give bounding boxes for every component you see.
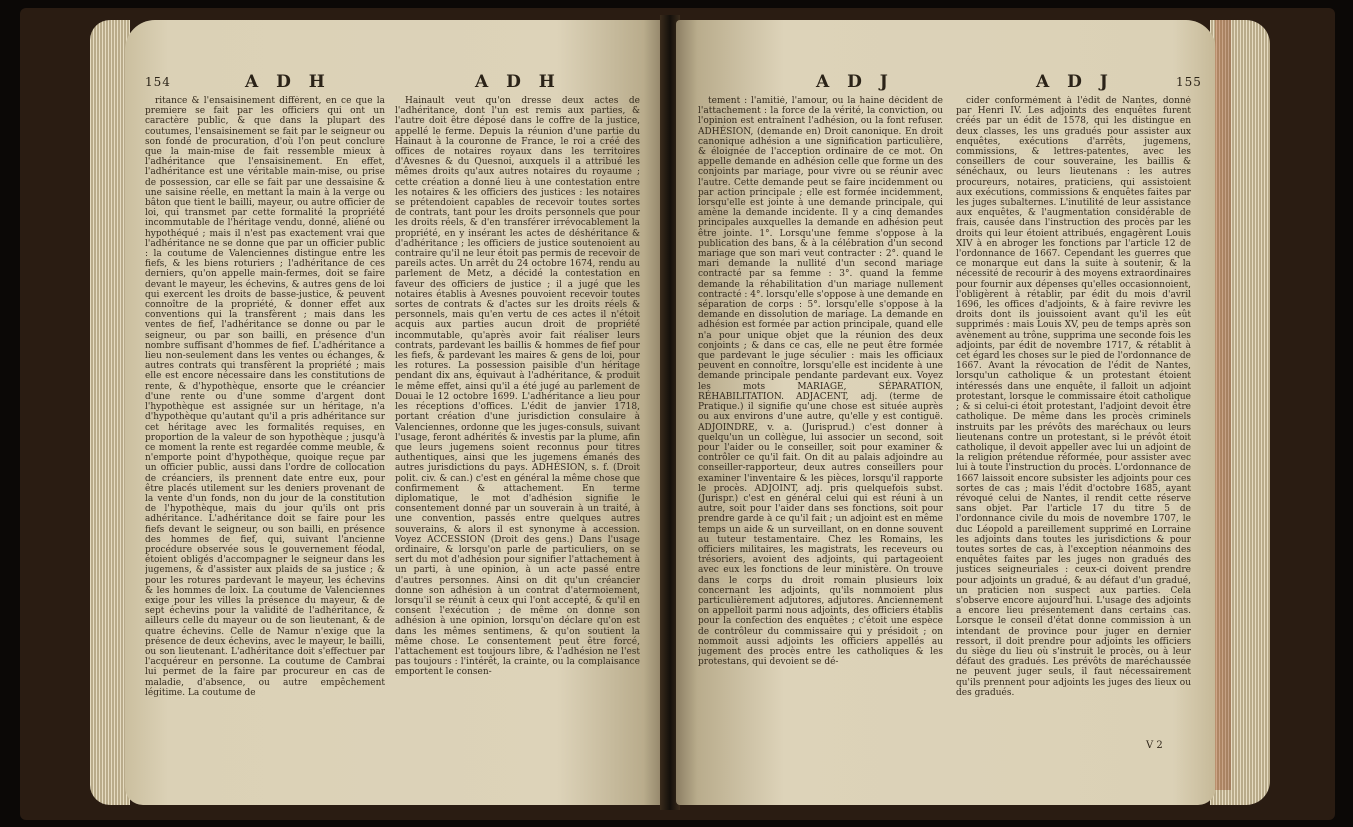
text-column-1 — [698, 96, 943, 736]
page-number: 154 — [145, 75, 171, 89]
column-text: ritance & l'ensaisinement différent, en ce que la premiere se fait par les officiers qui ont un caractère public, & que dans la plupart des coutumes, l'ensaisinement se fait par le seigneur ou son fondé de procuration, d'où l'on peut conclure que la main-mise de fait ressemble mieux à l'adhéritance que l'ensaisinement. En effet, l'adhéritance est une véritable main-mise, ou prise de possession, car elle se fait par une dessaisine & une saisine réelle, en mettant la main à la verge ou bâton que tient le bailli, mayeur, ou autre officier de loi, qui transmet par cette formalité la propriété incommutable de l'héritage vendu, donné, aliéné ou hypothéqué ; mais il n'est pas exactement vrai que l'adhéritance ne se donne que par un officier public : la coutume de Valenciennes distingue entre les fiefs, & les biens roturiers ; l'adhéritance de ces derniers, qu'on appelle main-fermes, doit se faire devant le mayeur, les échevins, & autres gens de loi qui exercent les droits de basse-justice, & peuvent connoître de la propriété, & donner effet aux conventions qui la transfèrent ; mais dans les ventes de fief, l'adhéritance se donne ou par le seigneur, ou par son bailli, en présence d'un nombre suffisant d'hommes de fief. L'adhéritance a lieu non-seulement dans les ventes ou échanges, & autres contrats qui transfèrent la propriété ; mais elle est encore nécessaire dans les constitutions de rente, & d'hypothèque, ensorte que le créancier d'une rente ou d'une somme d'argent dont l'hypothèque est assignée sur un héritage, n'a d'hypothèque qu'autant qu'il a pris adhéritance sur cet héritage avec les formalités requises, en proportion de la valeur de son hypothèque ; jusqu'à ce moment la rente est regardée comme meuble, & n'emporte point d'hypothèque, quoique reçue par un officier public, aussi dans l'ordre de collocation de créanciers, ils prennent date entre eux, pour être placés utilement sur les deniers provenant de la vente d'un fonds, non du jour de la constitution de l'hypothèque, mais du jour qu'ils ont pris adhéritance. L'adhéritance doit se faire pour les fiefs devant le seigneur, ou son bailli, en présence des hommes de fief, qui, suivant l'ancienne procédure observée sous le gouvernement féodal, étoient obligés d'accompagner le seigneur dans les jugemens, & d'assister aux plaids de sa justice ; & pour les rotures pardevant le mayeur, les échevins & les hommes de loix. La coutume de Valenciennes exige pour les villes la présence du mayeur, & de sept échevins pour la validité de l'adhéritance, & ailleurs celle du mayeur ou de son lieutenant, & de quatre échevins. Celle de Namur n'exige que la présence de deux échevins, avec le mayeur, le bailli, ou son lieutenant. L'adhéritance doit s'effectuer par l'acquéreur en personne. La coutume de Cambrai lui permet de la faire par procureur en cas de maladie, d'absence, ou autre empêchement légitime. La coutume de — [145, 96, 385, 698]
page-header: A D H — [245, 72, 331, 92]
page-edges-left — [90, 20, 130, 805]
page-header: A D J — [816, 72, 894, 92]
text-column-1 — [145, 96, 385, 736]
page-header-right: A D H — [475, 72, 561, 92]
column-text: cider conformément à l'édit de Nantes, donné par Henri IV. Les adjoints des enquêtes furent créés par un édit de 1578, qui les distingue en deux classes, les uns gradués pour assister aux enquêtes, exécutions d'arrêts, jugemens, commissions, & lettres-patentes, avec les conseillers de cour souveraine, les baillis & sénéchaux, ou leurs lieutenans : les autres procureurs, notaires, praticiens, qui assistoient aux exécutions, commissions & enquêtes faites par les juges subalternes. L'inutilité de leur assistance aux enquêtes, & l'augmentation considérable de frais, causée dans l'instruction des procès par les droits qui leur étoient attribués, engagèrent Louis XIV à en abroger les fonctions par l'article 12 de l'ordonnance de 1667. Cependant les guerres que ce monarque eut dans la suite à soutenir, & la nécessité de recourir à des moyens extraordinaires pour fournir aux dépenses qu'elles occasionnoient, l'obligèrent à rétablir, par édit du mois d'avril 1696, les offices d'adjoints, & à faire revivre les droits dont ils jouissoient avant qu'il les eût supprimés : mais Louis XV, peu de temps après son avènement au trône, supprima une seconde fois les adjoints, par édit de novembre 1717, & rétablit à cet égard les choses sur le pied de l'ordonnance de 1667. Avant la révocation de l'édit de Nantes, lorsqu'un catholique & un protestant étoient intéressés dans une enquête, il falloit un adjoint protestant, lorsque le commissaire étoit catholique ; & si celui-ci étoit protestant, l'adjoint devoit être catholique. De même dans les procès criminels instruits par les prévôts des maréchaux ou leurs lieutenans contre un protestant, si le prévôt étoit catholique, il devoit appeller avec lui un adjoint de la religion prétendue réformée, pour assister avec lui à toute l'instruction du procès. L'ordonnance de 1667 laissoit encore subsister les adjoints pour ces sortes de cas ; mais l'édit d'octobre 1685, ayant révoqué celui de Nantes, il rendit cette réserve sans objet. Par l'article 17 du titre 5 de l'ordonnance civile du mois de novembre 1707, le duc Léopold a pareillement supprimé en Lorraine les adjoints dans toutes les jurisdictions & pour toutes sortes de cas, à l'exception néanmoins des enquêtes faites par les juges non gradués des justices seigneuriales : ceux-ci doivent prendre pour adjoints un gradué, & au défaut d'un gradué, un praticien non suspect aux parties. Cela s'observe encore aujourd'hui. L'usage des adjoints a encore lieu présentement dans certains cas. Lorsque le conseil d'état donne commission à un intendant de province pour juger en dernier ressort, il doit prendre pour adjoints les officiers du siège du lieu où s'instruit le procès, ou à leur défaut des gradués. Les prévôts de maréchaussée ne peuvent juger seuls, il faut nécessairement qu'ils prennent pour adjoints les juges des lieux ou des gradués. — [956, 96, 1191, 698]
column-text: tement : l'amitié, l'amour, ou la haine décident de l'attachement : la force de la vérité, la conviction, ou l'opinion est entraînent l'adhésion, ou la font refuser. ADHÉSION, (demande en) Droit canonique. En droit canonique adhésion a une signification particulière, & éloignée de l'acception ordinaire de ce mot. On appelle demande en adhésion celle que forme un des conjoints par mariage, pour vivre ou se réunir avec l'autre. Cette demande peut se faire incidemment ou par action principale ; elle est formée incidemment, lorsqu'elle est jointe à une demande principale, qui amène la demande incidente. Il y a cinq demandes principales auxquelles la demande en adhésion peut être jointe. 1°. Lorsqu'une femme s'oppose à la publication des bans, & à la célébration d'un second mariage que son mari veut contracter : 2°. quand le mari demande la nullité d'un second mariage contracté par sa femme : 3°. quand la femme demande la réhabilitation d'un mariage nullement contracté : 4°. lorsqu'elle s'oppose à une demande en séparation de corps : 5°. lorsqu'elle s'oppose à la demande en dissolution de mariage. La demande en adhésion est formée par action principale, quand elle n'a pour unique objet que la réunion des deux conjoints ; & dans ce cas, elle ne peut être formée que pardevant le juge séculier : mais les officiaux peuvent en connoître, lorsqu'elle est incidente à une demande principale pendante pardevant eux. Voyez les mots MARIAGE, SÉPARATION, RÉHABILITATION. ADJACENT, adj. (terme de Pratique.) il signifie qu'une chose est située auprès ou aux environs d'une autre, qu'elle y est contiguë. ADJOINDRE, v. a. (Jurisprud.) c'est donner à quelqu'un un collègue, lui associer un second, soit pour l'aider ou le conseiller, soit pour examiner & contrôler ce qu'il fait. On dit au palais adjoindre au conseiller-rapporteur, deux autres conseillers pour examiner l'inventaire & les pièces, lorsqu'il rapporte le procès. ADJOINT, adj. pris quelquefois subst. (Jurispr.) c'est en général celui qui est réuni à un autre, soit pour l'aider dans ses fonctions, soit pour prendre garde à ce qu'il fait ; un adjoint est en même temps un aide & un surveillant, on en donne souvent au tuteur testamentaire. Chez les Romains, les officiers militaires, les magistrats, les receveurs ou trésoriers, avoient des adjoints, qui partageoient avec eux les fonctions de leur ministère. On trouve dans le corps du droit romain plusieurs loix concernant les adjoints, qu'ils nommoient plus particulièrement adjutores, adjutores. Anciennement on appelloit parmi nous adjoints, des officiers établis pour la confection des enquêtes ; c'étoit une espèce de contrôleur du commissaire qui y présidoit ; on nommoit aussi adjoints les officiers appellés au jugement des procès entre les catholiques & les protestans, qui devoient se dé- — [698, 96, 943, 668]
page-number: 155 — [1176, 75, 1202, 89]
column-text: Hainault veut qu'on dresse deux actes de l'adhéritance, dont l'un est remis aux parties, & l'autre doit être déposé dans le coffre de la justice, appellé le ferme. Depuis la réunion d'une partie du Hainaut à la couronne de France, le roi a créé des offices de notaires royaux dans les territoires d'Avesnes & du Quesnoi, auxquels il a attribué les mêmes droits qu'aux autres notaires du royaume ; cette création a donné lieu à une contestation entre les notaires & les officiers des justices : les notaires se prétendoient capables de recevoir toutes sortes de contrats, tant pour les droits personnels que pour les droits réels, & d'en transférer irrévocablement la propriété, en y insérant les actes de déshéritance & d'adhéritance ; les officiers de justice soutenoient au contraire qu'il ne leur étoit pas permis de recevoir de pareils actes. Un arrêt du 24 octobre 1674, rendu au parlement de Metz, a décidé la contestation en faveur des officiers de justice ; il a jugé que les notaires établis à Avesnes pouvoient recevoir toutes sortes de contrats & d'actes sur les droits réels & personnels, mais qu'en vertu de ces actes il n'étoit acquis aux parties aucun droit de propriété incommutable, qu'après avoir fait réaliser leurs contrats, pardevant les baillis & hommes de fief pour les fiefs, & pardevant les maires & gens de loi, pour les rotures. La possession paisible d'un héritage pendant dix ans, équivaut à l'adhéritance, & produit le même effet, ainsi qu'il a été jugé au parlement de Douai le 12 octobre 1699. L'adhéritance a lieu pour les réceptions d'offices. L'édit de janvier 1718, portant création d'une jurisdiction consulaire à Valenciennes, ordonne que les juges-consuls, suivant l'usage, feront adhérités & investis par la plume, afin que leurs jugemens soient reconnus pour titres authentiques, ainsi que les jugemens émanés des autres jurisdictions du pays. ADHÉSION, s. f. (Droit polit. civ. & can.) c'est en général la même chose que confirmement & attachement. En terme diplomatique, le mot d'adhésion signifie le consentement donné par un souverain à un traité, à une convention, passés entre quelques autres souverains, & alors il est synonyme à accession. Voyez ACCESSION (Droit des gens.) Dans l'usage ordinaire, & lorsqu'on parle de particuliers, on se sert du mot d'adhésion pour signifier l'attachement à un parti, à une opinion, à un acte passé entre d'autres personnes. Ainsi on dit qu'un créancier donne son adhésion à un contrat d'atermoiement, lorsqu'il se réunit à ceux qui l'ont accepté, & qu'il en consent l'exécution ; de même on donne son adhésion à une opinion, lorsqu'on déclare qu'on est dans les mêmes sentimens, & qu'on soutient la même chose. Le consentement peut être forcé, l'attachement est toujours libre, & l'adhésion ne l'est pas toujours : l'intérêt, la crainte, ou la complaisance emportent le consen- — [395, 96, 640, 678]
signature-mark: V 2 — [1146, 740, 1163, 751]
bookmark-ribbon — [1215, 20, 1231, 790]
text-column-2 — [956, 96, 1191, 736]
text-column-2 — [395, 96, 640, 736]
right-page — [676, 20, 1216, 805]
left-page — [125, 20, 665, 805]
page-header-right: A D J — [1036, 72, 1114, 92]
